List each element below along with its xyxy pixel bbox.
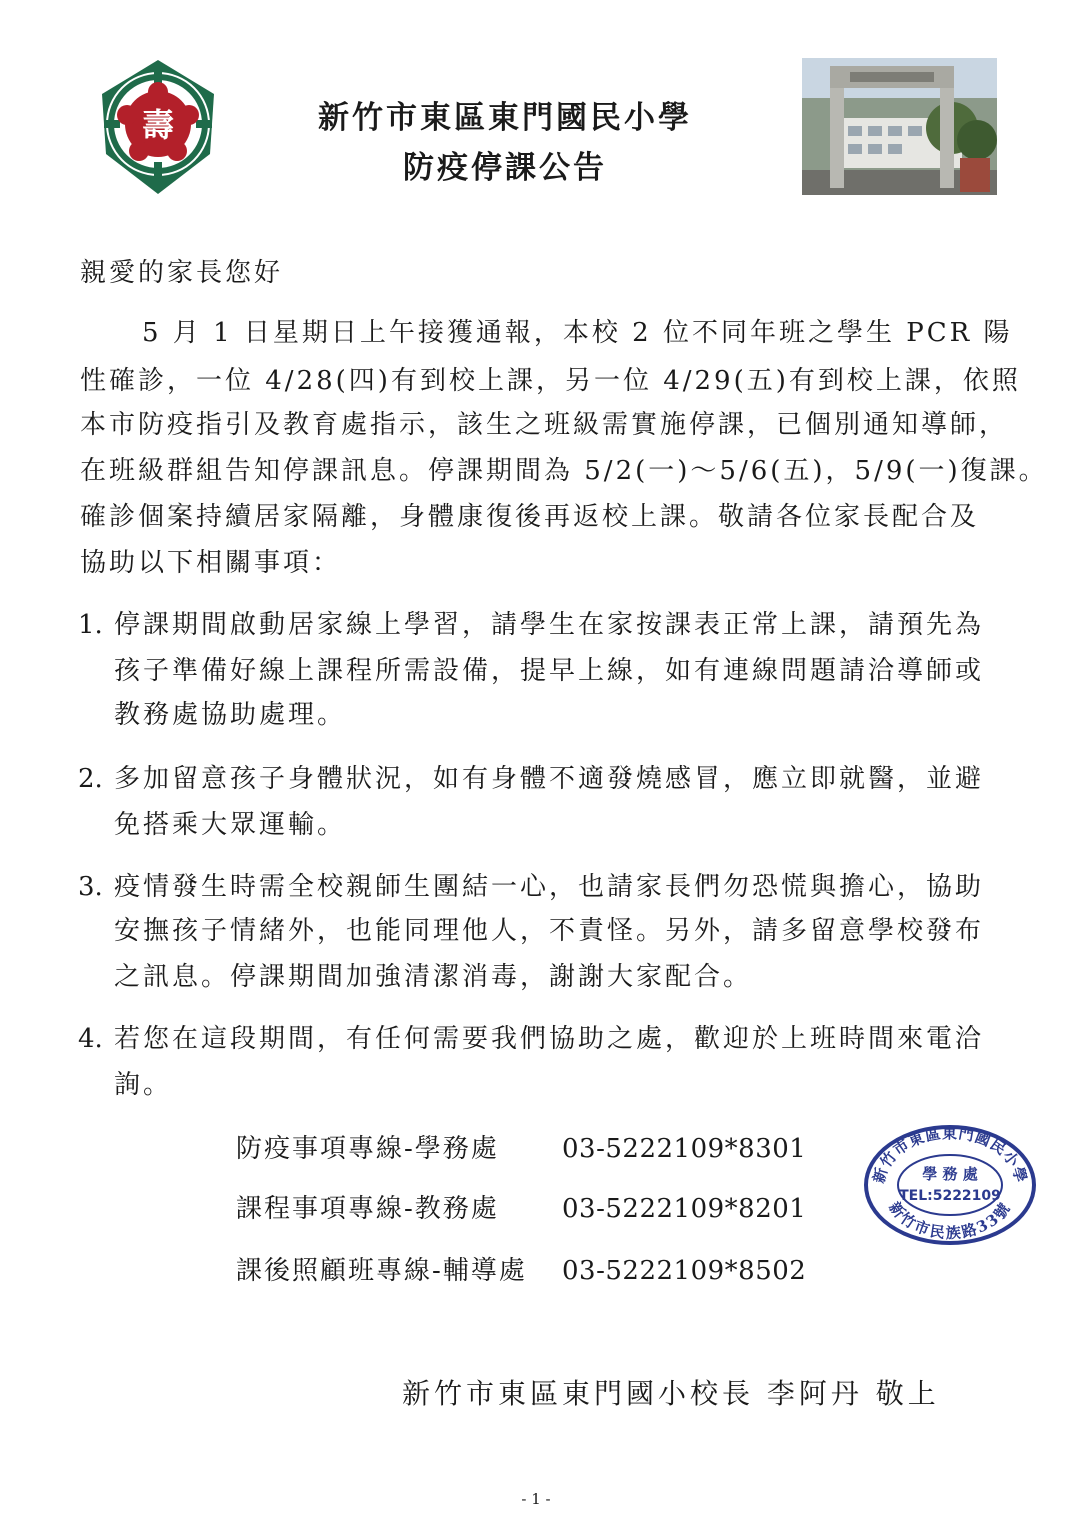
list-item-line: 孩子準備好線上課程所需設備，提早上線，如有連線問題請洽導師或 xyxy=(114,656,985,686)
stamp-top-text: 新竹市東區東門國民小學 xyxy=(869,1124,1031,1186)
list-item-line: 教務處協助處理。 xyxy=(114,700,347,730)
list-item-line: 詢。 xyxy=(114,1070,173,1100)
list-item-number: 3. xyxy=(78,872,103,902)
office-stamp xyxy=(862,1124,1038,1246)
contact-label: 課程事項專線-教務處 xyxy=(236,1194,499,1224)
intro-line: 本市防疫指引及教育處指示，該生之班級需實施停課，已個別通知導師， xyxy=(80,410,1009,440)
stamp-bottom-text: 新竹市民族路33號 xyxy=(885,1198,1015,1243)
page-number: - 1 - xyxy=(521,1490,551,1508)
list-item-line: 疫情發生時需全校親師生團結一心，也請家長們勿恐慌與擔心，協助 xyxy=(114,872,985,902)
emblem-glyph: 壽 xyxy=(141,106,175,144)
list-item-line: 之訊息。停課期間加強清潔消毒，謝謝大家配合。 xyxy=(114,962,753,992)
page-title: 新竹市東區東門國民小學 xyxy=(318,100,692,136)
contact-phone: 03-5222109*8502 xyxy=(562,1256,807,1286)
list-item-line: 若您在這段期間，有任何需要我們協助之處，歡迎於上班時間來電洽 xyxy=(114,1024,985,1054)
stamp-office-text: 學 務 處 xyxy=(922,1165,978,1183)
contact-phone: 03-5222109*8201 xyxy=(562,1194,807,1224)
list-item-number: 1. xyxy=(78,610,103,640)
stamp-tel-text: TEL:5222109 xyxy=(899,1188,1001,1204)
signature: 新竹市東區東門國小校長 李阿丹 敬上 xyxy=(402,1377,940,1410)
contact-label: 防疫事項專線-學務處 xyxy=(236,1134,499,1164)
intro-line: 5 月 1 日星期日上午接獲通報，本校 2 位不同年班之學生 PCR 陽 xyxy=(142,318,1013,348)
intro-line: 性確診，一位 4/28(四)有到校上課，另一位 4/29(五)有到校上課，依照 xyxy=(80,366,1021,396)
page-subtitle: 防疫停課公告 xyxy=(403,150,607,186)
list-item-number: 4. xyxy=(78,1024,103,1054)
list-item-line: 安撫孩子情緒外，也能同理他人，不責怪。另外，請多留意學校發布 xyxy=(114,916,985,946)
list-item-line: 多加留意孩子身體狀況，如有身體不適發燒感冒，應立即就醫，並避 xyxy=(114,764,985,794)
greeting: 親愛的家長您好 xyxy=(80,258,284,288)
school-gate-photo xyxy=(802,58,997,195)
list-item-line: 免搭乘大眾運輸。 xyxy=(114,810,347,840)
list-item-number: 2. xyxy=(78,764,103,794)
intro-line: 協助以下相關事項： xyxy=(80,548,342,578)
contact-label: 課後照顧班專線-輔導處 xyxy=(236,1256,527,1286)
intro-line: 確診個案持續居家隔離，身體康復後再返校上課。敬請各位家長配合及 xyxy=(80,502,980,532)
list-item-line: 停課期間啟動居家線上學習，請學生在家按課表正常上課，請預先為 xyxy=(114,610,985,640)
school-emblem-icon xyxy=(96,58,220,196)
contact-phone: 03-5222109*8301 xyxy=(562,1134,807,1164)
intro-line: 在班級群組告知停課訊息。停課期間為 5/2(一)～5/6(五)，5/9(一)復課。 xyxy=(80,456,1048,486)
